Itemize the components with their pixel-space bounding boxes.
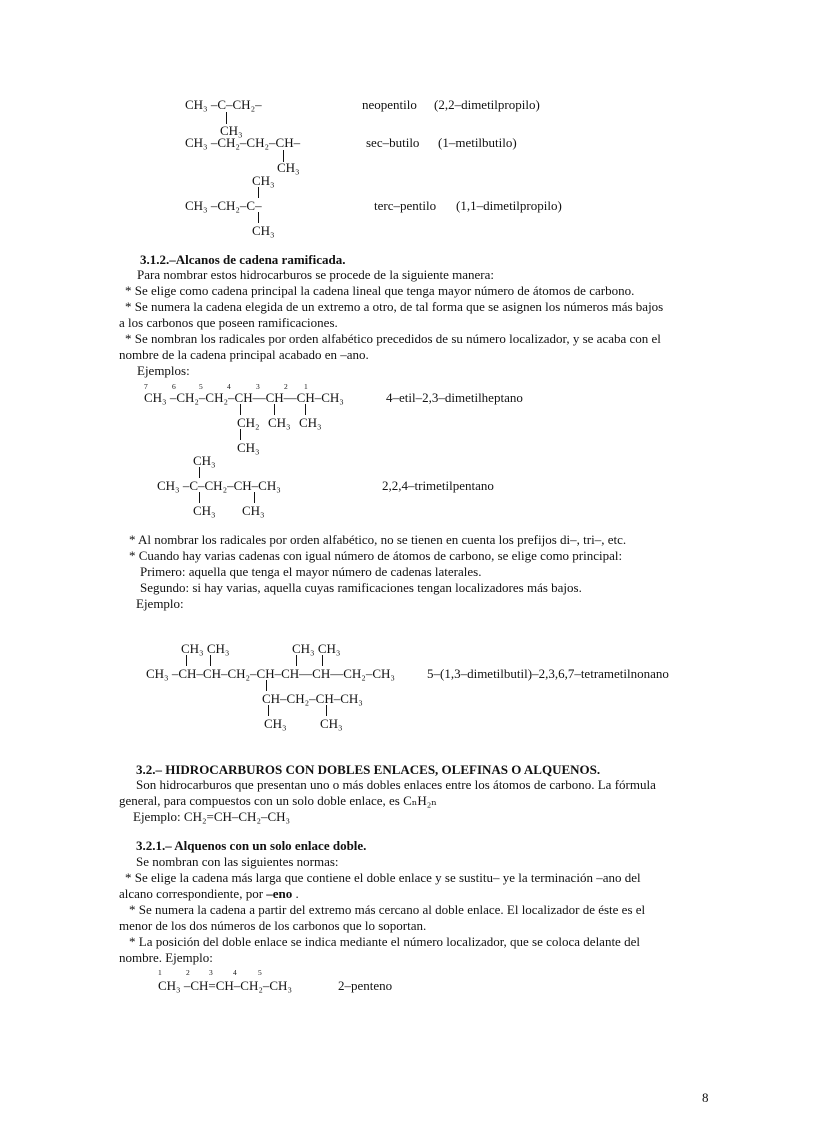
formula-branch: CH₃ CH₃ (181, 641, 230, 656)
formula-branch: CH₃ (193, 453, 216, 468)
note: Primero: aquella que tenga el mayor número de cadenas laterales. (140, 564, 482, 579)
formula-branch: CH₃ (268, 415, 291, 430)
radical-iupac: (1,1–dimetilpropilo) (456, 198, 562, 213)
paragraph: general, para compuestos con un solo doble enlace, es CₙH₂ₙ (119, 793, 437, 808)
rule: * Se numera la cadena elegida de un extremo a otro, de tal forma que se asignen los números más bajos (125, 299, 664, 314)
locant: 2 (186, 968, 190, 977)
locant: 4 (233, 968, 237, 977)
formula: CH₃ –C–CH₂– (185, 97, 262, 112)
section-heading: 3.1.2.–Alcanos de cadena ramificada. (140, 252, 346, 267)
bond-line (305, 404, 306, 415)
rule: * Se nombran los radicales por orden alfabético precedidos de su número localizador, y se acaba con el (125, 331, 661, 346)
formula-branch: CH₃ (193, 503, 216, 518)
locant: 3 (209, 968, 213, 977)
locant: 6 (172, 382, 176, 391)
bond-line (240, 429, 241, 440)
bond-line (326, 705, 327, 716)
formula-branch: CH₃ CH₃ (292, 641, 341, 656)
formula: CH₃ –CH₂–CH₂–CH—CH—CH–CH₃ (144, 390, 344, 405)
rule: nombre de la cadena principal acabado en –ano. (119, 347, 369, 362)
formula-branch: CH₃ (299, 415, 322, 430)
compound-name: 5–(1,3–dimetilbutil)–2,3,6,7–tetrametilnonano (427, 666, 669, 681)
section-heading: 3.2.– HIDROCARBUROS CON DOBLES ENLACES, OLEFINAS O ALQUENOS. (136, 762, 601, 777)
page-number: 8 (702, 1090, 709, 1105)
example-label: Ejemplo: (136, 596, 184, 611)
note: * Al nombrar los radicales por orden alfabético, no se tienen en cuenta los prefijos di–, tri–, etc. (129, 532, 627, 547)
formula-branch: CH₃ (242, 503, 265, 518)
example: Ejemplo: CH₂=CH–CH₂–CH₃ (133, 809, 291, 824)
examples-label: Ejemplos: (137, 363, 190, 378)
bond-line (199, 467, 200, 478)
radical-name: neopentilo (362, 97, 417, 112)
rule: * Se elige la cadena más larga que contiene el doble enlace y se sustitu– ye la terminación –ano del (125, 870, 641, 885)
bond-line (322, 655, 323, 666)
rule: menor de los dos números de los carbonos que lo soportan. (119, 918, 427, 933)
radical-iupac: (1–metilbutilo) (438, 135, 517, 150)
bond-line (199, 492, 200, 503)
note: Segundo: si hay varias, aquella cuyas ramificaciones tengan localizadores más bajos. (140, 580, 582, 595)
compound-name: 2,2,4–trimetilpentano (382, 478, 494, 493)
paragraph: Son hidrocarburos que presentan uno o más dobles enlaces entre los átomos de carbono. La fórmula (136, 777, 656, 792)
formula-branch: CH₃ (252, 173, 275, 188)
locant: 1 (304, 382, 308, 391)
formula-branch: CH₃ (277, 160, 300, 175)
bond-line (258, 187, 259, 198)
radical-name: terc–pentilo (374, 198, 437, 213)
bond-line (268, 705, 269, 716)
section-body (119, 267, 719, 379)
rule: * Se numera la cadena a partir del extremo más cercano al doble enlace. El localizador de éste es el (129, 902, 646, 917)
formula-branch: CH₃ (264, 716, 287, 731)
bond-line (266, 680, 267, 691)
bond-line (274, 404, 275, 415)
formula: CH₃ –C–CH₂–CH–CH₃ (157, 478, 281, 493)
radical-name: sec–butilo (366, 135, 420, 150)
rule: alcano correspondiente, por –eno . (119, 886, 299, 901)
section-body (119, 854, 719, 966)
note: * Cuando hay varias cadenas con igual número de átomos de carbono, se elige como principal: (129, 548, 623, 563)
formula-branch: CH₃ (320, 716, 343, 731)
locant: 7 (144, 382, 148, 391)
locant: 5 (199, 382, 203, 391)
bond-line (186, 655, 187, 666)
suffix-eno: –eno (266, 886, 293, 901)
formula: CH₃ –CH₂–CH₂–CH– (185, 135, 301, 150)
formula: CH₃ –CH–CH–CH₂–CH–CH—CH—CH₂–CH₃ (146, 666, 395, 681)
locant: 5 (258, 968, 262, 977)
formula-sub-chain: CH–CH₂–CH–CH₃ (262, 691, 363, 706)
compound-name: 4–etil–2,3–dimetilheptano (386, 390, 523, 405)
section-body (119, 777, 719, 825)
paragraph: Para nombrar estos hidrocarburos se procede de la siguiente manera: (137, 267, 495, 282)
formula-branch: CH₃ (252, 223, 275, 238)
bond-line (240, 404, 241, 415)
formula: CH₃ –CH₂–C– (185, 198, 262, 213)
paragraph: Se nombran con las siguientes normas: (136, 854, 339, 869)
section-heading: 3.2.1.– Alquenos con un solo enlace doble. (136, 838, 367, 853)
bond-line (254, 492, 255, 503)
bond-line (296, 655, 297, 666)
bond-line (258, 212, 259, 223)
rule: a los carbonos que poseen ramificaciones. (119, 315, 338, 330)
formula-branch: CH₃ (237, 440, 260, 455)
rule: nombre. Ejemplo: (119, 950, 213, 965)
formula-branch: CH₃ (220, 123, 243, 138)
locant: 3 (256, 382, 260, 391)
notes (119, 532, 719, 612)
locant: 4 (227, 382, 231, 391)
rule: * Se elige como cadena principal la cadena lineal que tenga mayor número de átomos de carbono. (125, 283, 635, 298)
locant: 2 (284, 382, 288, 391)
formula-branch: CH₂ (237, 415, 260, 430)
locant: 1 (158, 968, 162, 977)
formula: CH₃ –CH=CH–CH₂–CH₃ (158, 978, 292, 993)
radical-iupac: (2,2–dimetilpropilo) (434, 97, 540, 112)
rule: * La posición del doble enlace se indica mediante el número localizador, que se coloca delante del (129, 934, 640, 949)
compound-name: 2–penteno (338, 978, 393, 993)
bond-line (210, 655, 211, 666)
